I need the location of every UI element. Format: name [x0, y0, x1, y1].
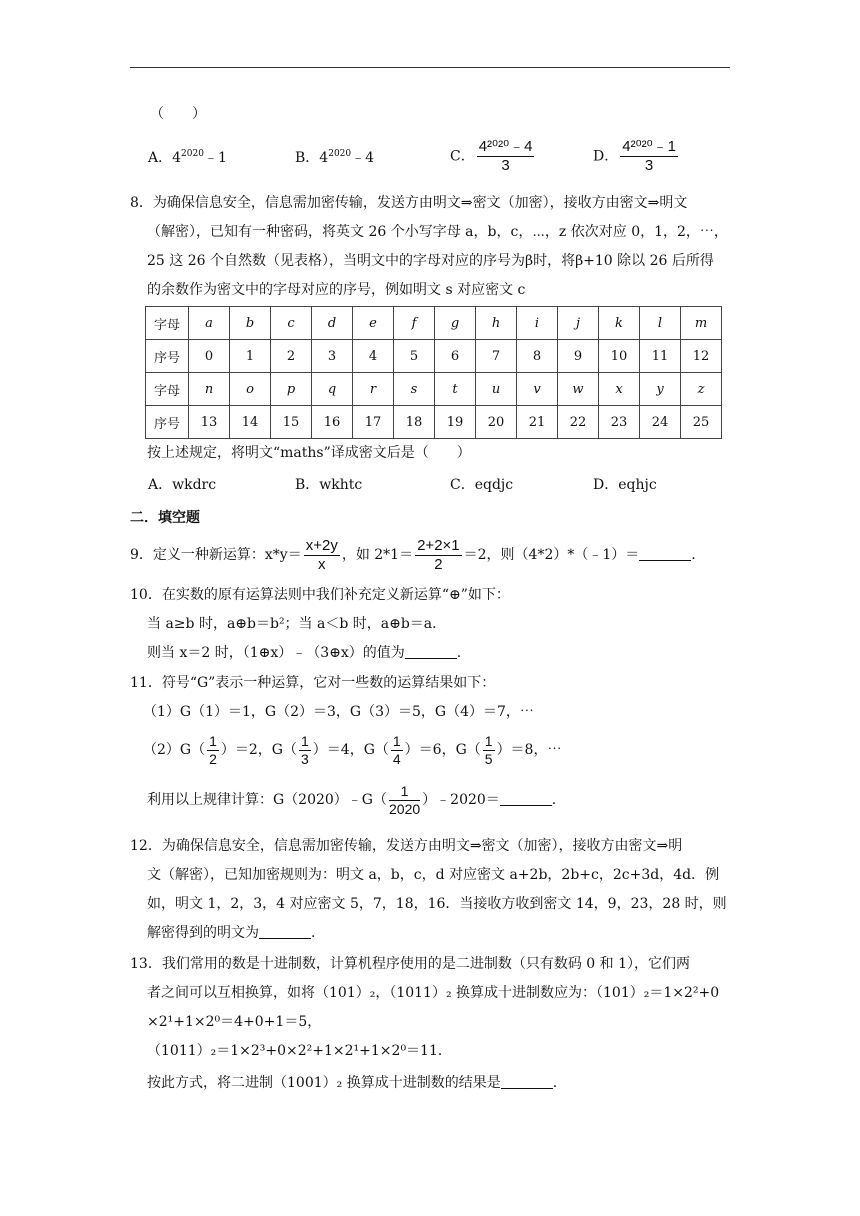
- table-cell: 11: [640, 340, 681, 373]
- table-cell: 18: [394, 406, 435, 439]
- section-title: 二．填空题: [130, 510, 200, 526]
- table-cell: u: [476, 373, 517, 406]
- q8-question: 按上述规定，将明文“maths”译成密文后是（ ）: [147, 445, 471, 461]
- q10-line2: 当 a≥b 时，a⊕b＝b²；当 a＜b 时，a⊕b＝a．: [147, 616, 447, 632]
- q11-line3: （2）G（ $\frac{1}{2}$ ）＝2，G（ $\frac{1}{3}$ ）＝4，G（ $\frac{1}{4}$ ）＝6，G（ $\frac{1}{5}$ ）＝8，⋯: [143, 732, 562, 767]
- table-cell: s: [394, 373, 435, 406]
- table-cell: 4: [353, 340, 394, 373]
- answer-blank: [639, 546, 691, 561]
- q7-option-a: A．$4^{2020}﹣1$: [148, 149, 227, 166]
- q7-bracket: （ ）: [150, 106, 206, 122]
- q13-line1: 13．我们常用的数是十进制数，计算机程序使用的是二进制数（只有数码 0 和 1），它们两: [130, 956, 690, 972]
- table-cell: r: [353, 373, 394, 406]
- table-cell: 2: [271, 340, 312, 373]
- table-row-index-1: [146, 340, 722, 373]
- q11-line4: 利用以上规律计算：G（2020）﹣G（ $\frac{1}{2020}$ ）﹣2020＝ .: [147, 782, 557, 817]
- table-cell: i: [517, 307, 558, 340]
- table-cell: y: [640, 373, 681, 406]
- table-cell: b: [230, 307, 271, 340]
- table-cell: k: [599, 307, 640, 340]
- table-cell: w: [558, 373, 599, 406]
- table-cell: 12: [681, 340, 722, 373]
- table-cell: z: [681, 373, 722, 406]
- table-cell: p: [271, 373, 312, 406]
- q13-line3: ×2¹+1×2⁰＝4+0+1＝5，: [147, 1014, 322, 1030]
- q12-line3: 如，明文 1，2，3，4 对应密文 5，7，18，16．当接收方收到密文 14，9，23，28 时，则: [147, 896, 727, 912]
- q11-line1: 11．符号“G”表示一种运算，它对一些数的运算结果如下：: [130, 675, 496, 691]
- q8-option-d: D．eqhjc: [593, 477, 657, 493]
- q12-line2: 文（解密），已知加密规则为：明文 a，b，c，d 对应密文 a+2b，2b+c，2c+3d，4d．例: [147, 867, 720, 883]
- table-cell: 15: [271, 406, 312, 439]
- table-header-letter: 字母: [146, 307, 189, 340]
- table-header-index: 序号: [146, 406, 189, 439]
- table-row-index-2: [146, 406, 722, 439]
- table-cell: 8: [517, 340, 558, 373]
- table-row-letters-2: [146, 373, 722, 406]
- table-cell: 1: [230, 340, 271, 373]
- table-cell: j: [558, 307, 599, 340]
- table-cell: t: [435, 373, 476, 406]
- q10-line3: 则当 x＝2 时，（1⊕x）﹣（3⊕x）的值为 .: [147, 645, 462, 661]
- q8-option-b: B．wkhtc: [295, 477, 363, 493]
- table-cell: 19: [435, 406, 476, 439]
- table-cell: 5: [394, 340, 435, 373]
- table-cell: 25: [681, 406, 722, 439]
- table-cell: d: [312, 307, 353, 340]
- q8-option-c: C．eqdjc: [450, 477, 514, 493]
- table-cell: v: [517, 373, 558, 406]
- answer-blank: [259, 924, 311, 939]
- table-cell: m: [681, 307, 722, 340]
- q8-line1: 8．为确保信息安全，信息需加密传输，发送方由明文⇒密文（加密），接收方由密文⇒明文: [130, 195, 688, 211]
- table-cell: x: [599, 373, 640, 406]
- table-cell: 14: [230, 406, 271, 439]
- table-cell: h: [476, 307, 517, 340]
- table-cell: n: [189, 373, 230, 406]
- table-cell: 9: [558, 340, 599, 373]
- q13-line2: 者之间可以互相换算，如将（101）₂，（1011）₂ 换算成十进制数应为：（101）₂＝1×2²+0: [147, 985, 720, 1001]
- q12-line4: 解密得到的明文为 .: [147, 925, 316, 941]
- table-cell: c: [271, 307, 312, 340]
- table-cell: 21: [517, 406, 558, 439]
- q8-line2: （解密），已知有一种密码，将英文 26 个小写字母 a，b，c，⋯，z 依次对应 0，1，2，⋯，: [147, 224, 728, 240]
- q12-line1: 12．为确保信息安全，信息需加密传输，发送方由明文⇒密文（加密），接收方由密文⇒明: [130, 838, 683, 854]
- table-cell: 22: [558, 406, 599, 439]
- q7-option-d: D． $\frac{\text{4²⁰²⁰﹣1}}{3}$: [593, 138, 676, 174]
- table-cell: 0: [189, 340, 230, 373]
- table-cell: a: [189, 307, 230, 340]
- table-row-letters-1: [146, 307, 722, 340]
- table-cell: 17: [353, 406, 394, 439]
- table-header-letter: 字母: [146, 373, 189, 406]
- header-rule: [130, 67, 730, 68]
- table-cell: o: [230, 373, 271, 406]
- table-cell: 16: [312, 406, 353, 439]
- answer-blank: [405, 644, 457, 659]
- table-cell: 13: [189, 406, 230, 439]
- answer-blank: [501, 1074, 553, 1089]
- table-header-index: 序号: [146, 340, 189, 373]
- table-cell: 7: [476, 340, 517, 373]
- q11-line2: （1）G（1）＝1，G（2）＝3，G（3）＝5，G（4）＝7，⋯: [143, 704, 534, 720]
- table-cell: 6: [435, 340, 476, 373]
- q7-option-c: C． $\frac{\text{4²⁰²⁰﹣4}}{3}$: [450, 138, 533, 174]
- q8-line3: 25 这 26 个自然数（见表格），当明文中的字母对应的序号为β时，将β+10 除以 26 后所得: [147, 253, 714, 269]
- table-cell: q: [312, 373, 353, 406]
- q9-line: 9．定义一种新运算：x*y＝ $\frac{x+2y}{x}$ ，如 2*1＝ $\frac{2+2\times 1}{2}$ ＝2，则（4*2）*（﹣1）＝ .: [130, 536, 696, 573]
- table-cell: 23: [599, 406, 640, 439]
- table-cell: e: [353, 307, 394, 340]
- answer-blank: [500, 791, 552, 806]
- table-cell: 10: [599, 340, 640, 373]
- table-cell: g: [435, 307, 476, 340]
- q7-option-b: B．$4^{2020}﹣4$: [295, 149, 375, 166]
- q13-line5: 按此方式，将二进制（1001）₂ 换算成十进制数的结果是 .: [147, 1075, 558, 1091]
- q8-line4: 的余数作为密文中的字母对应的序号，例如明文 s 对应密文 c: [147, 282, 526, 298]
- q13-line4: （1011）₂＝1×2³+0×2²+1×2¹+1×2⁰＝11．: [147, 1043, 452, 1059]
- table-cell: 24: [640, 406, 681, 439]
- table-cell: f: [394, 307, 435, 340]
- q8-option-a: A．wkdrc: [148, 477, 217, 493]
- cipher-table: [145, 306, 722, 439]
- table-cell: 3: [312, 340, 353, 373]
- table-cell: l: [640, 307, 681, 340]
- table-cell: 20: [476, 406, 517, 439]
- q10-line1: 10．在实数的原有运算法则中我们补充定义新运算“⊕”如下：: [130, 587, 510, 603]
